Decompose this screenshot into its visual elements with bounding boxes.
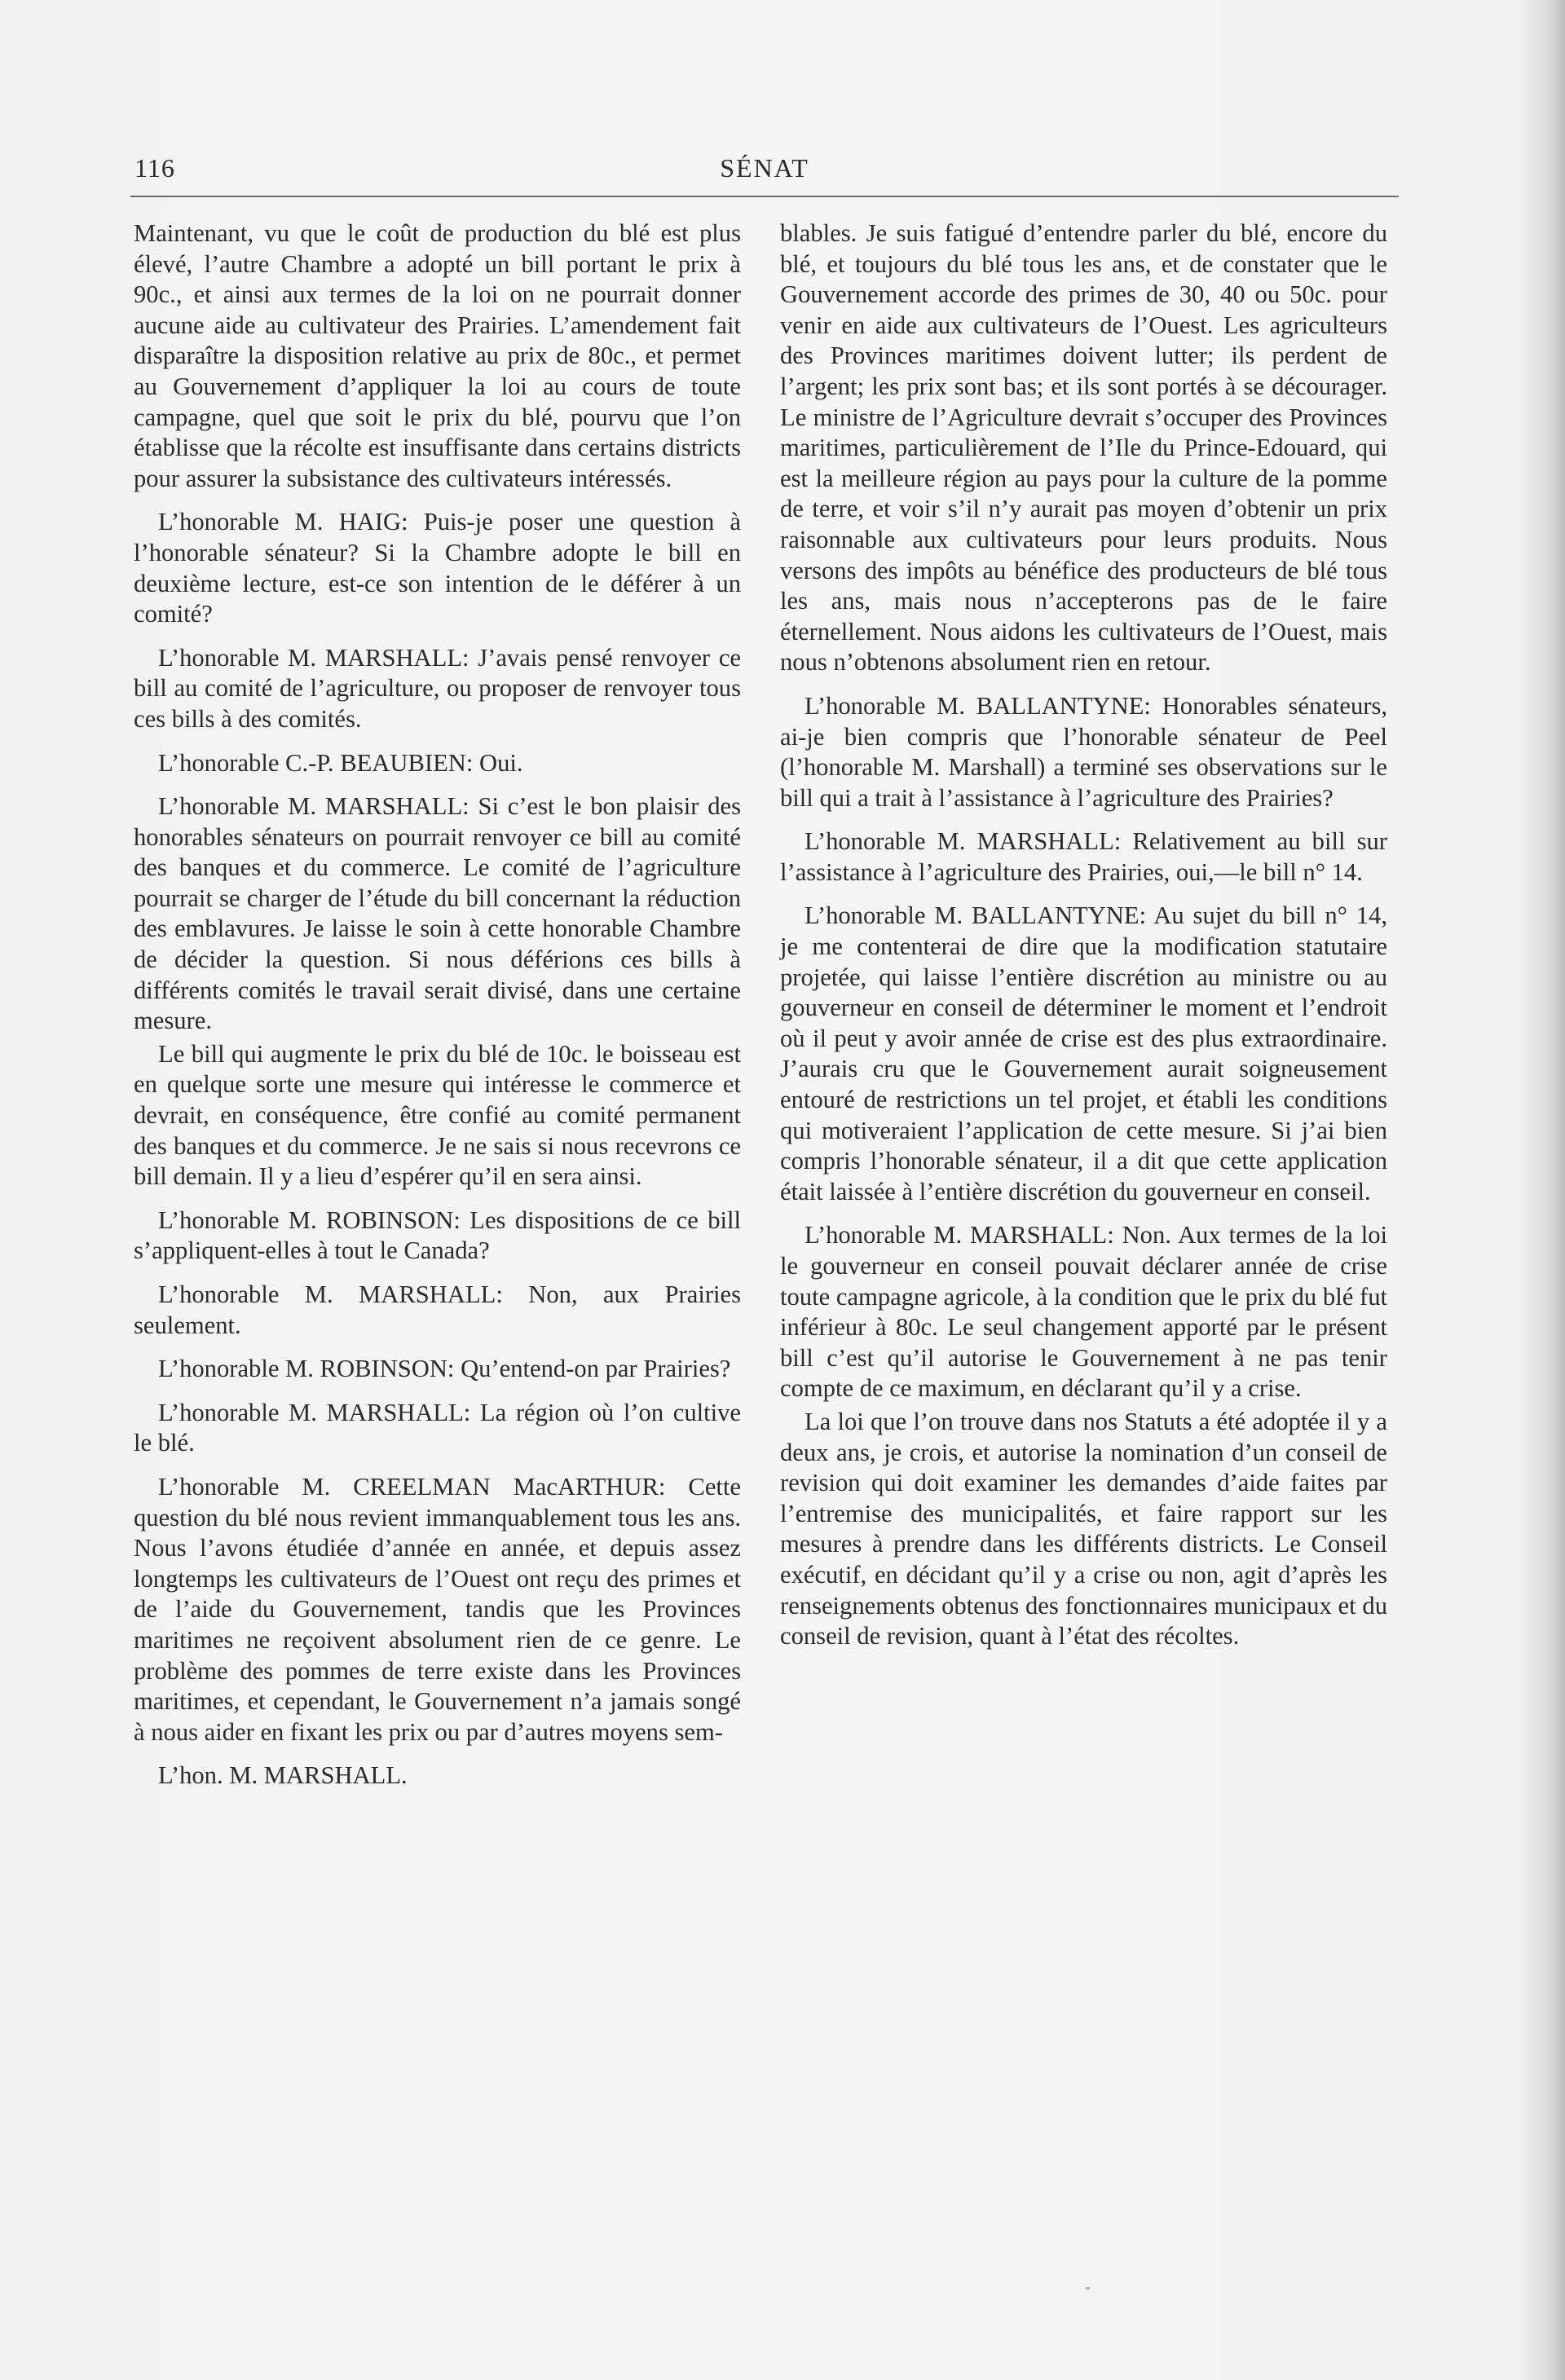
page-header xyxy=(130,148,1399,189)
scan-speck xyxy=(1086,2287,1090,2290)
paragraph: blables. Je suis fatigué d’entendre parler du blé, encore du blé, et toujours du blé tous les ans, et de constater que le Gouvernement accorde des primes de 30, 40 ou 50c. pour venir en aide aux cultivateurs de l’Ouest. Les agriculteurs des Provinces maritimes doivent lutter; ils perdent de l’argent; les prix sont bas; et ils sont portés à se décourager. Le ministre de l’Agriculture devrait s’occuper des Provinces maritimes, particulièrement de l’Ile du Prince-Edouard, qui est la meilleure région au pays pour la culture de la pomme de terre, et voir s’il n’y aurait pas moyen d’obtenir un prix raisonnable aux cultivateurs pour leurs produits. Nous versons des impôts au bénéfice des producteurs de blé tous les ans, mais nous n’accepterons pas de le faire éternellement. Nous aidons les cultivateurs de l’Ouest, mais nous n’obtenons absolument rien en retour. xyxy=(780,219,1387,677)
footer-signature: L’hon. M. MARSHALL. xyxy=(158,1761,408,1790)
paragraph: L’honorable M. BALLANTYNE: Honorables sénateurs, ai-je bien compris que l’honorable sénateur de Peel (l’honorable M. Marshall) a terminé ses observations sur le bill qui a trait à l’assistance à l’agriculture des Prairies? xyxy=(780,691,1387,812)
paragraph: L’honorable M. MARSHALL: La région où l’on cultive le blé. xyxy=(134,1398,741,1457)
paragraph: L’honorable M. MARSHALL: J’avais pensé renvoyer ce bill au comité de l’agriculture, ou proposer de renvoyer tous ces bills à des comités. xyxy=(134,643,741,733)
paragraph: L’honorable C.-P. BEAUBIEN: Oui. xyxy=(158,748,523,777)
paragraph: L’honorable M. MARSHALL: Non, aux Prairies seulement. xyxy=(134,1280,741,1339)
paragraph: L’honorable M. CREELMAN MacARTHUR: Cette question du blé nous revient immanquablement tous les ans. Nous l’avons étudiée d’année en année, et depuis assez longtemps les cultivateurs de l’Ouest ont reçu des primes et de l’aide du Gouvernement, tandis que les Provinces maritimes ne reçoivent absolument rien de ce genre. Le problème des pommes de terre existe dans les Provinces maritimes, et cependant, le Gouvernement n’a jamais songé à nous aider en fixant les prix ou par d’autres moyens sem- xyxy=(134,1472,741,1746)
left-column xyxy=(134,218,741,1792)
paragraph: L’honorable M. BALLANTYNE: Au sujet du bill n° 14, je me contenterai de dire que la modification statutaire projetée, qui laisse l’entière discrétion au ministre ou au gouverneur en conseil de déterminer le moment et l’endroit où il peut y avoir année de crise est des plus extraordinaire. J’aurais cru que le Gouvernement aurait soigneusement entouré de restrictions un tel projet, et établi les conditions qui motiveraient l’application de cette mesure. Si j’ai bien compris l’honorable sénateur, il a dit que cette application était laissée à l’entière discrétion du gouverneur en conseil. xyxy=(780,901,1387,1205)
paragraph: L’honorable M. MARSHALL: Non. Aux termes de la loi le gouverneur en conseil pouvait déclarer année de crise toute campagne agricole, à la condition que le prix du blé fut inférieur à 80c. Le seul changement apporté par le présent bill c’est qu’il autorise le Gouvernement à ne pas tenir compte de ce maximum, en déclarant qu’il y a crise. xyxy=(780,1221,1387,1403)
paragraph: L’honorable M. ROBINSON: Qu’entend-on par Prairies? xyxy=(158,1355,731,1383)
paragraph: Le bill qui augmente le prix du blé de 10c. le boisseau est en quelque sorte une mesure qui intéresse le commerce et devrait, en conséquence, être confié au comité permanent des banques et du commerce. Je ne sais si nous recevrons ce bill demain. Il y a lieu d’espérer qu’il en sera ainsi. xyxy=(134,1039,741,1191)
paragraph: L’honorable M. MARSHALL: Si c’est le bon plaisir des honorables sénateurs on pourrait renvoyer ce bill au comité des banques et du commerce. Le comité de l’agriculture pourrait se charger de l’étude du bill concernant la réduction des emblavures. Je laisse le soin à cette honorable Chambre de décider la question. Si nous déférions ces bills à différents comités le travail serait divisé, dans une certaine mesure. xyxy=(134,792,741,1035)
paragraph: L’honorable M. HAIG: Puis-je poser une question à l’honorable sénateur? Si la Chambre adopte le bill en deuxième lecture, est-ce son intention de le déférer à un comité? xyxy=(134,508,741,628)
running-title: SÉNAT xyxy=(720,153,809,183)
page-number: 116 xyxy=(134,153,175,183)
header-rule xyxy=(130,196,1399,197)
paragraph: L’honorable M. ROBINSON: Les dispositions de ce bill s’appliquent-elles à tout le Canada? xyxy=(134,1205,741,1265)
paragraph: L’honorable M. MARSHALL: Relativement au bill sur l’assistance à l’agriculture des Prairies, oui,—le bill n° 14. xyxy=(780,827,1387,886)
paragraph: La loi que l’on trouve dans nos Statuts a été adoptée il y a deux ans, je crois, et autorise la nomination d’un conseil de revision qui doit examiner les demandes d’aide faites par l’entremise des municipalités, et faire rapport sur les mesures à prendre dans les différents districts. Le Conseil exécutif, en décidant qu’il y a crise ou non, agit d’après les renseignements obtenus des fonctionnaires municipaux et du conseil de revision, quant à l’état des récoltes. xyxy=(780,1407,1387,1651)
paragraph: Maintenant, vu que le coût de production du blé est plus élevé, l’autre Chambre a adopté un bill portant le prix à 90c., et ainsi aux termes de la loi on ne pourrait donner aucune aide au cultivateur des Prairies. L’amendement fait disparaître la disposition relative au prix de 80c., et permet au Gouvernement d’appliquer la loi au cours de toute campagne, quel que soit le prix du blé, pourvu que l’on établisse que la récolte est insuffisante dans certains districts pour assurer la subsistance des cultivateurs intéressés. xyxy=(134,219,741,492)
right-column xyxy=(780,218,1387,1665)
